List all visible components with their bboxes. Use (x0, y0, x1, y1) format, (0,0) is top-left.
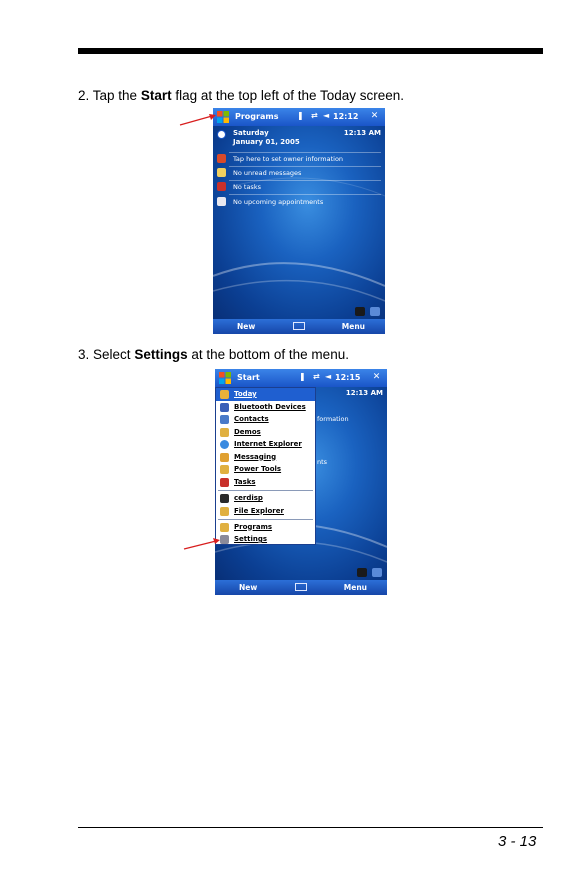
checkbox-icon (220, 478, 229, 487)
title-clock[interactable]: 12:15 (335, 373, 361, 382)
folder-icon (220, 428, 229, 437)
step-2-text-pre: Tap the (92, 88, 138, 103)
menu-item-label: Demos (234, 427, 261, 436)
appointments-text-partial: nts (317, 458, 328, 466)
close-icon[interactable]: ✕ (372, 372, 381, 382)
menu-item-label: File Explorer (234, 506, 284, 515)
today-time: 12:13 AM (343, 129, 381, 137)
messages-text: No unread messages (233, 169, 302, 177)
title-bar (215, 369, 387, 387)
menu-item-label: Messaging (234, 452, 277, 461)
menu-item-settings[interactable] (216, 533, 315, 546)
menu-softkey[interactable]: Menu (341, 322, 365, 331)
start-flag-icon[interactable] (216, 110, 230, 124)
folder-icon (220, 523, 229, 532)
header-rule (78, 48, 543, 54)
today-screen (213, 108, 385, 334)
date-row[interactable] (213, 126, 385, 152)
envelope-icon (217, 168, 226, 177)
volume-icon[interactable]: ◄ (325, 372, 332, 381)
tasks-row[interactable] (213, 180, 385, 194)
soft-key-bar (213, 319, 385, 334)
menu-item-programs[interactable] (216, 521, 315, 534)
title-text: Programs (235, 112, 279, 121)
menu-item-messaging[interactable] (216, 451, 315, 464)
messages-row[interactable] (213, 166, 385, 180)
appointments-row[interactable] (213, 195, 385, 209)
step-2-number: 2. (78, 88, 90, 103)
owner-info-row[interactable] (213, 152, 385, 166)
file-explorer-icon (220, 507, 229, 516)
menu-item-power-tools[interactable] (216, 463, 315, 476)
connectivity-icon[interactable]: ⇄ (313, 372, 320, 381)
signal-icon[interactable]: ❚ (297, 111, 304, 120)
step-3-text-pre: Select (93, 347, 131, 362)
pointer-arrow (178, 112, 218, 128)
new-softkey[interactable]: New (239, 583, 258, 592)
menu-item-label: Settings (234, 535, 268, 543)
menu-item-file-explorer[interactable] (216, 505, 315, 518)
tray-app-icon[interactable] (357, 568, 367, 577)
step-3-number: 3. (78, 347, 90, 362)
title-bar (213, 108, 385, 126)
day-text: Saturday (233, 129, 269, 137)
menu-item-label: cerdisp (234, 494, 263, 502)
volume-icon[interactable]: ◄ (323, 111, 330, 120)
menu-item-label: Bluetooth Devices (234, 402, 306, 411)
network-tray-icon[interactable] (370, 307, 380, 316)
contacts-icon (220, 415, 229, 424)
network-tray-icon[interactable] (372, 568, 382, 577)
today-time: 12:13 AM (345, 389, 383, 397)
soft-key-bar (215, 580, 387, 595)
menu-softkey[interactable]: Menu (343, 583, 367, 592)
folder-icon (220, 465, 229, 474)
step-3-bold-term: Settings (134, 347, 188, 362)
start-flag-icon[interactable] (218, 371, 232, 385)
menu-separator (218, 490, 313, 491)
step-3-text-post: at the bottom of the menu. (191, 347, 349, 362)
step-2-instruction (78, 88, 404, 103)
menu-item-label: Internet Explorer (234, 440, 302, 448)
step-2-text-post: flag at the top left of the Today screen. (175, 88, 405, 103)
owner-icon (217, 154, 226, 163)
menu-item-bluetooth[interactable] (216, 401, 315, 414)
appointments-text: No upcoming appointments (233, 198, 324, 206)
calendar-icon (217, 197, 226, 206)
step-2-bold-term: Start (140, 88, 172, 103)
tray-app-icon[interactable] (355, 307, 365, 316)
pointer-arrow (182, 536, 222, 552)
title-text: Start (237, 373, 260, 382)
date-text: January 01, 2005 (233, 138, 300, 146)
checkbox-icon (217, 182, 226, 191)
signal-icon[interactable]: ❚ (299, 372, 306, 381)
menu-item-contacts[interactable] (216, 413, 315, 426)
bluetooth-icon (220, 403, 229, 412)
page-number: 3 - 13 (498, 833, 537, 850)
step-3-instruction (78, 347, 349, 362)
clock-icon (217, 130, 226, 139)
start-menu-screen (215, 369, 387, 595)
menu-item-tasks[interactable] (216, 476, 315, 489)
menu-item-label: Programs (234, 522, 273, 531)
menu-item-demos[interactable] (216, 426, 315, 439)
menu-item-label: Power Tools (234, 465, 282, 473)
new-softkey[interactable]: New (237, 322, 256, 331)
owner-info-text-partial: formation (317, 415, 349, 423)
menu-item-internet-explorer[interactable] (216, 438, 315, 451)
keyboard-icon[interactable] (295, 583, 307, 591)
connectivity-icon[interactable]: ⇄ (311, 111, 318, 120)
menu-item-label: Today (234, 390, 257, 398)
menu-item-today[interactable] (216, 388, 315, 401)
today-icon (220, 390, 229, 399)
cerdisp-icon (220, 494, 229, 503)
tasks-text: No tasks (233, 183, 261, 191)
envelope-icon (220, 453, 229, 462)
menu-item-label: Contacts (234, 415, 269, 423)
menu-item-label: Tasks (234, 477, 256, 486)
menu-item-cerdisp[interactable] (216, 492, 315, 505)
owner-info-text: Tap here to set owner information (233, 155, 344, 163)
footer-rule (78, 827, 543, 828)
title-clock[interactable]: 12:12 (333, 112, 359, 121)
close-icon[interactable]: ✕ (370, 111, 379, 121)
keyboard-icon[interactable] (293, 322, 305, 330)
internet-explorer-icon (220, 440, 229, 449)
start-menu (215, 387, 316, 545)
